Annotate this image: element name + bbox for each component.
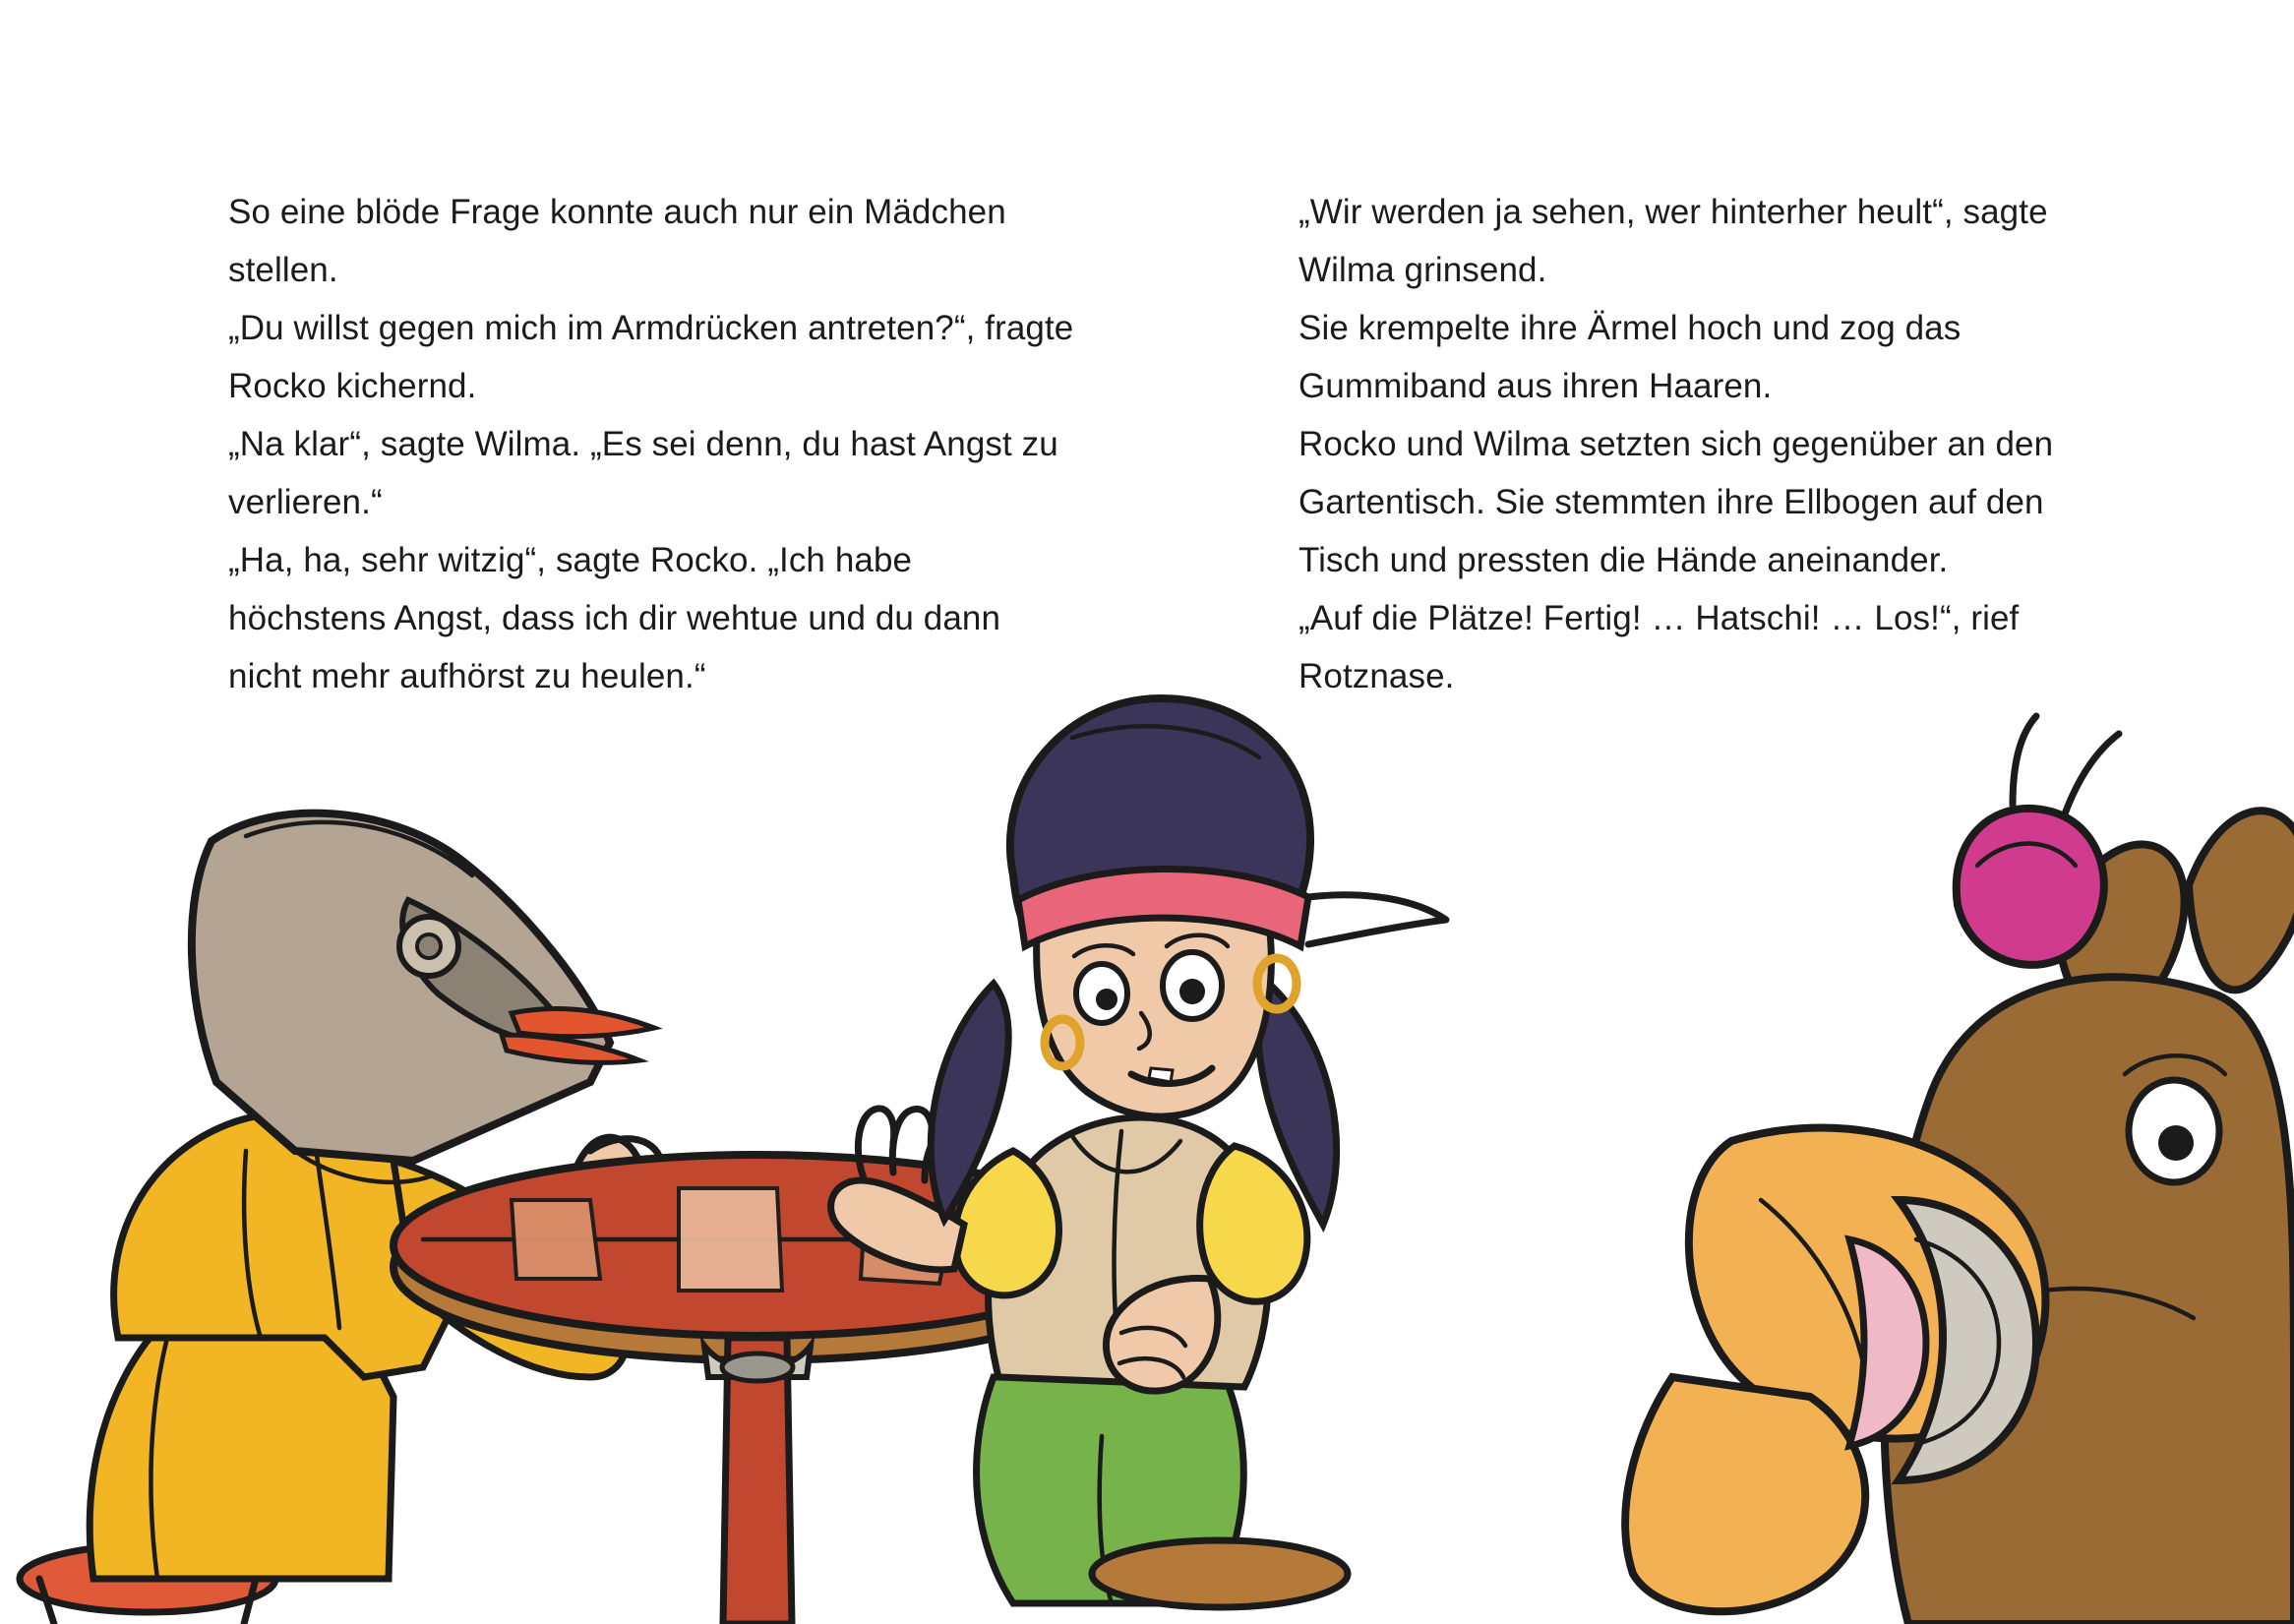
paragraph: „Du willst gegen mich im Armdrücken antreten?“, fragte Rocko kichernd.: [228, 309, 1074, 405]
paragraph: Sie krempelte ihre Ärmel hoch und zog das Gummiband aus ihren Haaren.: [1298, 309, 1962, 405]
girl-figure: [831, 698, 1446, 1607]
text-column-left: [228, 183, 1074, 705]
paragraph: „Ha, ha, sehr witzig“, sagte Rocko. „Ich habe höchstens Angst, dass ich dir wehtue und du dann nicht mehr aufhörst zu heulen.“: [228, 541, 1001, 695]
paragraph: Rocko und Wilma setzten sich gegenüber an den Gartentisch. Sie stemmten ihre Ellbogen auf den Tisch und pressten die Hände aneinander.: [1298, 425, 2054, 579]
illustration-armwrestling: [0, 689, 2294, 1624]
text-column-right: [1298, 183, 2115, 705]
paragraph: „Auf die Plätze! Fertig! … Hatschi! … Los!“, rief Rotznase.: [1298, 599, 2020, 695]
paragraph: „Wir werden ja sehen, wer hinterher heult“, sagte Wilma grinsend.: [1298, 193, 2048, 289]
donkey-figure: [1625, 716, 2294, 1624]
paragraph: „Na klar“, sagte Wilma. „Es sei denn, du hast Angst zu verlieren.“: [228, 425, 1058, 521]
text-layer: [0, 183, 2294, 812]
paragraph: So eine blöde Frage konnte auch nur ein Mädchen stellen.: [228, 193, 1006, 289]
